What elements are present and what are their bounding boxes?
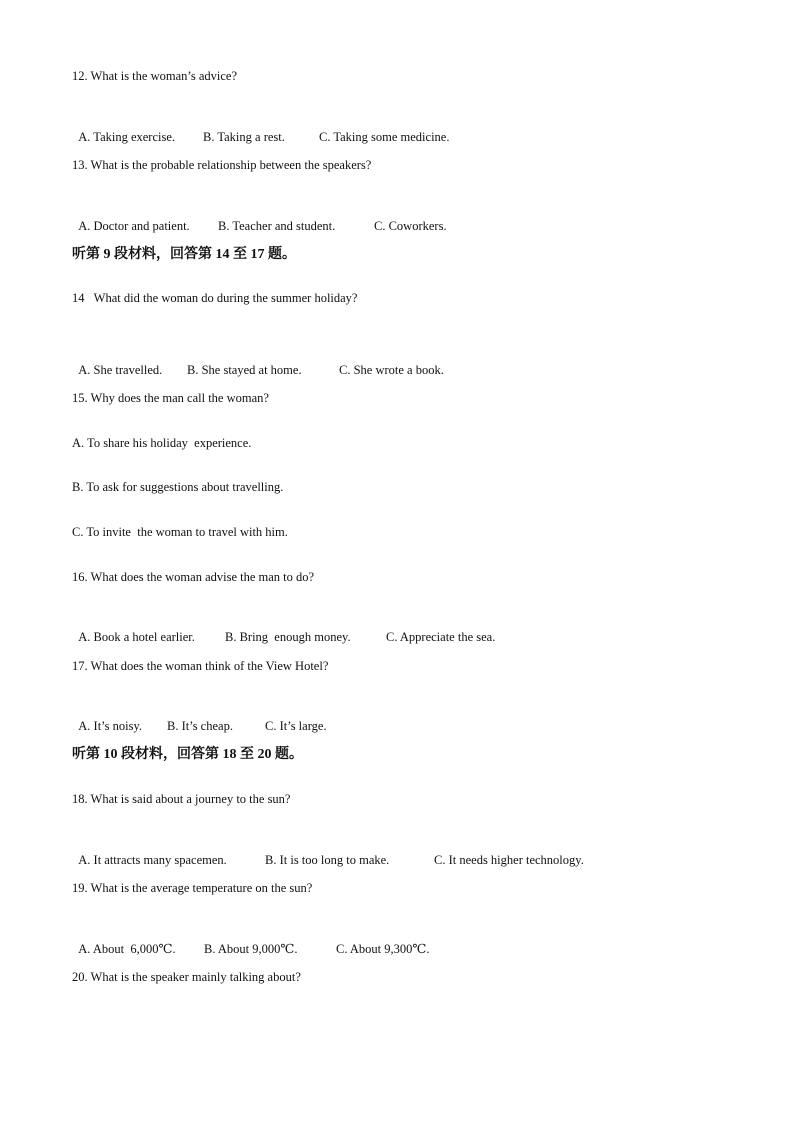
option-c: C. Coworkers. — [374, 219, 447, 233]
question-17-stem: 17. What does the woman think of the View Hotel? — [72, 659, 329, 673]
question-19-stem: 19. What is the average temperature on the sun? — [72, 881, 313, 895]
option-c: C. It’s large. — [265, 719, 327, 733]
question-13-stem: 13. What is the probable relationship between the speakers? — [72, 158, 372, 172]
option-a: A. She travelled. — [78, 363, 163, 377]
question-14-stem: 14 What did the woman do during the summer holiday? — [72, 291, 358, 305]
option-a: A. Taking exercise. — [78, 130, 176, 144]
option-b: B. Bring enough money. — [225, 630, 351, 644]
option-b: B. She stayed at home. — [187, 363, 302, 377]
question-19-options — [72, 925, 430, 957]
question-13-options — [72, 202, 447, 234]
question-15-option-b: B. To ask for suggestions about travelling. — [72, 480, 284, 494]
option-c: C. She wrote a book. — [339, 363, 444, 377]
section-10-heading: 听第 10 段材料，回答第 18 至 20 题。 — [72, 747, 303, 762]
question-16-stem: 16. What does the woman advise the man to do? — [72, 570, 315, 584]
option-c: C. It needs higher technology. — [434, 853, 584, 867]
option-a: A. It’s noisy. — [78, 719, 143, 733]
question-15-stem: 15. Why does the man call the woman? — [72, 391, 269, 405]
section-9-heading: 听第 9 段材料，回答第 14 至 17 题。 — [72, 247, 296, 262]
question-12-options — [72, 113, 450, 145]
option-b: B. Taking a rest. — [203, 130, 285, 144]
option-c: C. About 9,300℃. — [336, 942, 430, 956]
question-15-option-a: A. To share his holiday experience. — [72, 436, 252, 450]
option-a: A. Book a hotel earlier. — [78, 630, 195, 644]
option-c: C. Appreciate the sea. — [386, 630, 496, 644]
option-c: C. Taking some medicine. — [319, 130, 450, 144]
question-16-options — [72, 613, 496, 645]
question-20-stem: 20. What is the speaker mainly talking about? — [72, 970, 301, 984]
option-b: B. It is too long to make. — [265, 853, 390, 867]
question-14-options — [72, 346, 444, 378]
option-a: A. About 6,000℃. — [78, 942, 176, 956]
question-18-options — [72, 836, 584, 868]
question-18-stem: 18. What is said about a journey to the sun? — [72, 792, 291, 806]
question-17-options — [72, 702, 327, 734]
question-15-option-c: C. To invite the woman to travel with him. — [72, 525, 288, 539]
option-a: A. Doctor and patient. — [78, 219, 190, 233]
option-b: B. About 9,000℃. — [204, 942, 298, 956]
option-b: B. Teacher and student. — [218, 219, 336, 233]
question-12-stem: 12. What is the woman’s advice? — [72, 69, 238, 83]
option-a: A. It attracts many spacemen. — [78, 853, 227, 867]
option-b: B. It’s cheap. — [167, 719, 233, 733]
